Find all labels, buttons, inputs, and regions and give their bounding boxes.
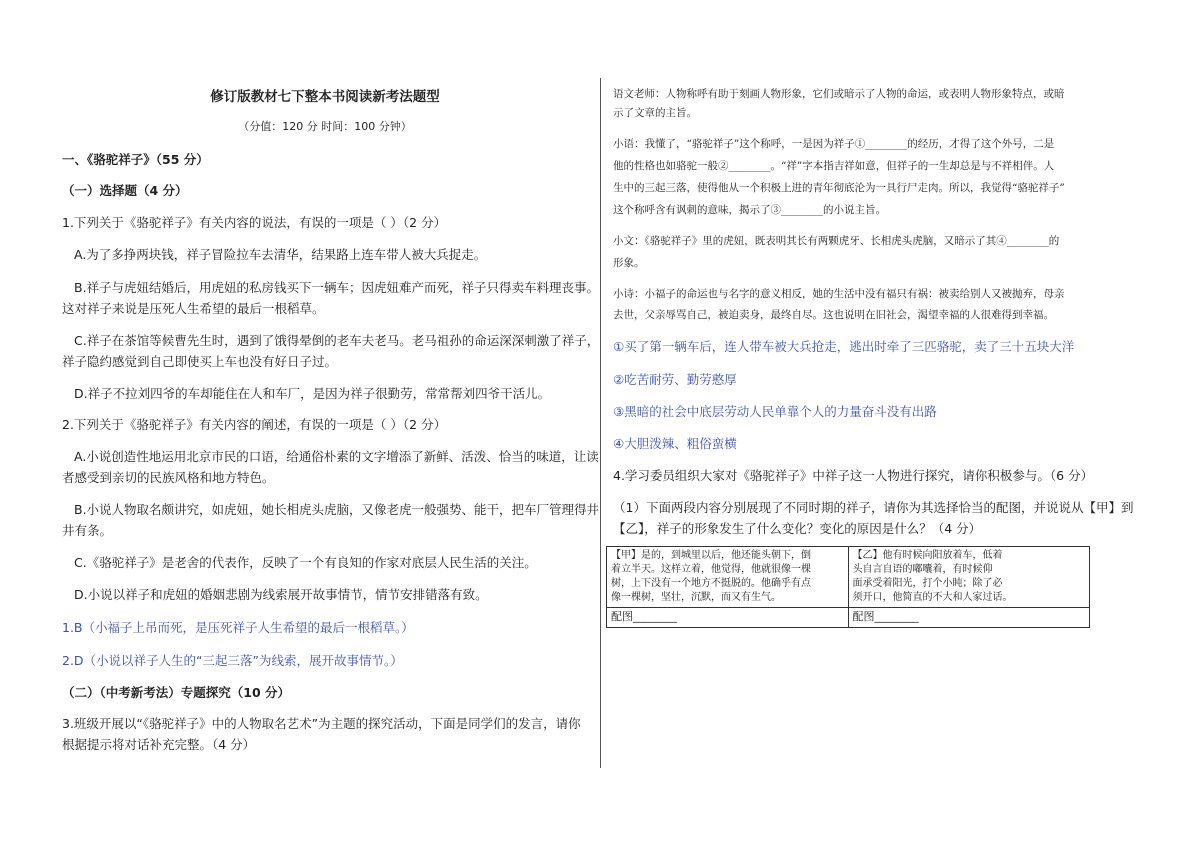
question-4-1: （1）下面两段内容分别展现了不同时期的祥子，请你为其选择恰当的配图，并说说从【甲】到 xyxy=(613,500,1134,515)
question-4-1-cont: 【乙】，祥子的形象发生了什么变化？变化的原因是什么？（4 分） xyxy=(613,521,982,536)
answer-3-1: ①买了第一辆车后，连人带车被大兵抢走，逃出时牵了三匹骆驼，卖了三十五块大洋 xyxy=(613,339,1075,354)
xiaoshi-line: 小诗：小福子的命运也与名字的意义相反，她的生活中没有福只有祸：被卖给别人又被抛弃，母亲 xyxy=(613,288,1065,300)
picture-blank-yi: 配图________ xyxy=(848,608,1090,628)
subsection-heading: （一）选择题（4 分） xyxy=(62,183,188,198)
answer-2: 2.D（小说以祥子人生的“三起三落”为线索，展开故事情节。） xyxy=(62,653,403,668)
q2-option-d: D.小说以祥子和虎妞的婚姻悲剧为线索展开故事情节，情节安排错落有致。 xyxy=(74,587,488,602)
passage-table xyxy=(606,546,1090,628)
picture-blank-jia: 配图________ xyxy=(607,608,849,628)
teacher-line: 语文老师：人物称呼有助于刻画人物形象，它们或暗示了人物的命运，或表明人物形象特点，或暗 xyxy=(613,88,1065,100)
q1-option-b: B.祥子与虎妞结婚后，用虎妞的私房钱买下一辆车；因虎妞难产而死，祥子只得卖车料理丧事。 xyxy=(74,280,600,295)
section-heading: 一、《骆驼祥子》（55 分） xyxy=(62,152,209,167)
question-2: 2.下列关于《骆驼祥子》有关内容的阐述，有误的一项是（ ）（2 分） xyxy=(62,417,447,432)
xiaoyu-line-3: 生中的三起三落，使得他从一个积极上进的青年彻底沦为一具行尸走肉。所以，我觉得“骆驼祥子” xyxy=(613,182,1065,194)
q2-option-a: A.小说创造性地运用北京市民的口语，给通俗朴素的文字增添了新鲜、活泼、恰当的味道，让读 xyxy=(74,449,599,464)
answer-1: 1.B（小福子上吊而死，是压死祥子人生希望的最后一根稻草。） xyxy=(62,620,414,635)
question-3: 3.班级开展以“《骆驼祥子》中的人物取名艺术”为主题的探究活动，下面是同学们的发言，请你 xyxy=(62,716,581,731)
q1-option-c: C.祥子在茶馆等候曹先生时，遇到了饿得晕倒的老车夫老马。老马祖孙的命运深深刺激了祥子， xyxy=(74,333,600,348)
q2-option-b-cont: 井有条。 xyxy=(62,523,113,538)
xiaoyu-line-2: 他的性格也如骆驼一般②________。“祥”字本指吉祥如意，但祥子的一生却总是与不祥相伴。人 xyxy=(613,160,1055,172)
answer-3-4: ④大胆泼辣、粗俗蛮横 xyxy=(613,436,737,451)
xiaoyu-line: 小语：我懂了，“骆驼祥子”这个称呼，一是因为祥子①________的经历，才得了这个外号，二是 xyxy=(613,138,1055,150)
q1-option-b-cont: 这对祥子来说是压死人生希望的最后一根稻草。 xyxy=(62,301,325,316)
xiaoshi-line-2: 去世，父亲辱骂自己，被迫卖身，最终自尽。这也说明在旧社会，渴望幸福的人很难得到幸福。 xyxy=(613,309,1054,321)
passage-jia: 【甲】是的，到城里以后，他还能头朝下，倒 着立半天。这样立着，他觉得，他就很像一棵 树，上下没有一个地方不挺脱的。他确乎有点 像一棵树，坚壮，沉默，而又有生气。 xyxy=(607,547,849,608)
answer-3-2: ②吃苦耐劳、勤劳憨厚 xyxy=(613,372,737,387)
q1-option-d: D.祥子不拉刘四爷的车却能住在人和车厂，是因为祥子很勤劳，常常帮刘四爷干活儿。 xyxy=(74,386,551,401)
teacher-line-cont: 示了文章的主旨。 xyxy=(613,107,697,119)
question-1: 1.下列关于《骆驼祥子》有关内容的说法，有误的一项是（ ）（2 分） xyxy=(62,215,447,230)
passage-yi: 【乙】他有时候向阳放着车，低着 头自言自语的嘟囔着，有时候仰 面承受着阳光，打个小盹；除了必 须开口，他简直的不大和人家过话。 xyxy=(848,547,1090,608)
page-title: 修订版教材七下整本书阅读新考法题型 xyxy=(210,89,440,105)
q1-option-c-cont: 祥子隐约感觉到自己即使买上车也没有好日子过。 xyxy=(62,354,338,369)
question-4: 4.学习委员组织大家对《骆驼祥子》中祥子这一人物进行探究，请你积极参与。（6 分） xyxy=(613,468,1094,483)
answer-3-3: ③黑暗的社会中底层劳动人民单靠个人的力量奋斗没有出路 xyxy=(613,404,937,419)
q2-option-b: B.小说人物取名颇讲究，如虎妞，她长相虎头虎脑，又像老虎一般强势、能干，把车厂管理得井 xyxy=(74,502,600,517)
xiaoyu-line-4: 这个称呼含有讽刺的意味，揭示了③________的小说主旨。 xyxy=(613,204,886,216)
xiaowen-line-2: 形象。 xyxy=(613,257,645,269)
q2-option-a-cont: 者感受到亲切的民族风格和地方特色。 xyxy=(62,470,275,485)
q1-option-a: A.为了多挣两块钱，祥子冒险拉车去清华，结果路上连车带人被大兵捉走。 xyxy=(74,247,487,262)
subsection-heading-2: （二）（中考新考法）专题探究（10 分） xyxy=(62,685,290,700)
question-3-cont: 根据提示将对话补充完整。（4 分） xyxy=(62,737,256,752)
column-divider xyxy=(600,78,601,768)
q2-option-c: C.《骆驼祥子》是老舍的代表作，反映了一个有良知的作家对底层人民生活的关注。 xyxy=(74,555,537,570)
xiaowen-line: 小文：《骆驼祥子》里的虎妞，既表明其长有两颗虎牙、长相虎头虎脑，又暗示了其④________的 xyxy=(613,235,1060,247)
score-time-info: （分值：120 分 时间：100 分钟） xyxy=(238,120,412,133)
